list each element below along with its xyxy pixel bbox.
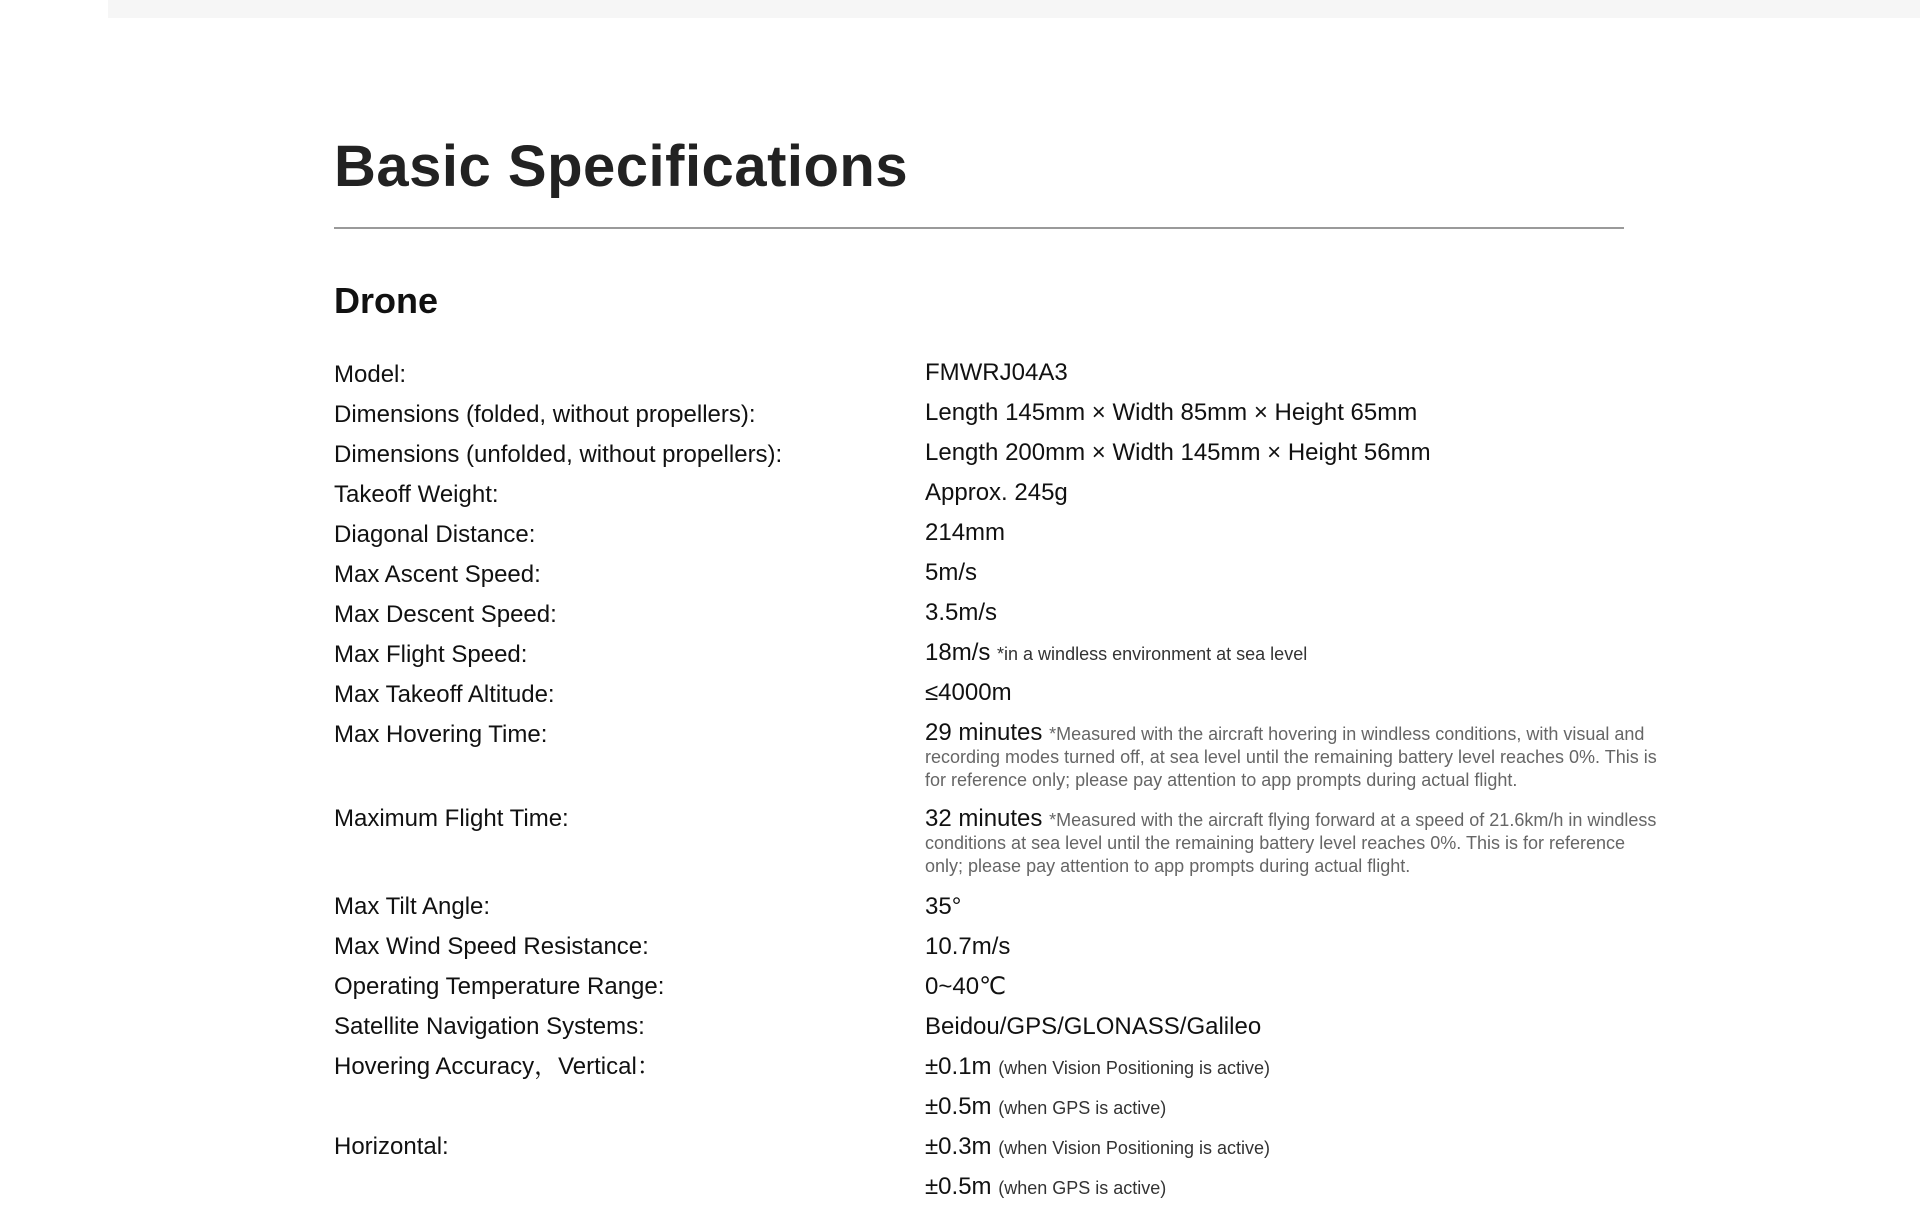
spec-value	[925, 438, 1431, 468]
section-title: Drone	[334, 280, 439, 321]
spec-value-main: Approx. 245g	[925, 479, 1068, 506]
spec-note: (when Vision Positioning is active)	[998, 1138, 1271, 1158]
spec-label: Max Flight Speed:	[334, 641, 528, 668]
spec-value	[925, 1012, 1261, 1042]
spec-value	[925, 638, 1307, 669]
spec-value-main: FMWRJ04A3	[925, 359, 1068, 386]
spec-value	[925, 892, 961, 922]
spec-value-main: 29 minutes	[925, 719, 1043, 746]
spec-label: Hovering Accuracy，Vertical：	[334, 1053, 661, 1080]
spec-note: (when Vision Positioning is active)	[998, 1058, 1271, 1078]
spec-value	[925, 518, 1005, 548]
spec-value-main: 35°	[925, 893, 962, 920]
spec-value-main: 5m/s	[925, 559, 978, 586]
spec-value-main: 18m/s	[925, 639, 991, 666]
spec-label: Max Tilt Angle:	[334, 893, 491, 920]
spec-value-main: Beidou/GPS/GLONASS/Galileo	[925, 1013, 1262, 1040]
page-title: Basic Specifications	[334, 134, 909, 199]
spec-label: Max Ascent Speed:	[334, 561, 541, 588]
spec-value	[925, 398, 1417, 428]
spec-value	[925, 1092, 1166, 1123]
spec-value-main: 0~40℃	[925, 973, 1007, 1000]
spec-label: Max Takeoff Altitude:	[334, 681, 555, 708]
spec-value	[925, 358, 1068, 388]
spec-value-main: Length 145mm × Width 85mm × Height 65mm	[925, 399, 1418, 426]
spec-label: Max Descent Speed:	[334, 601, 557, 628]
spec-note: *Measured with the aircraft flying forward at a speed of 21.6km/h in windless conditions at sea level until the remaining battery level reaches 0%. This is for reference only; please pay attention to app prompts during actual flight.	[925, 810, 1657, 876]
spec-value	[925, 719, 1660, 791]
spec-note: *in a windless environment at sea level	[997, 644, 1308, 664]
spec-value-main: 3.5m/s	[925, 599, 998, 626]
spec-value	[925, 932, 1010, 962]
spec-note: (when GPS is active)	[998, 1178, 1167, 1198]
spec-label: Horizontal:	[334, 1133, 449, 1160]
spec-label: Takeoff Weight:	[334, 481, 499, 508]
spec-value	[925, 678, 1012, 708]
spec-value-main: 10.7m/s	[925, 933, 1011, 960]
spec-value	[925, 805, 1660, 877]
spec-value	[925, 1132, 1270, 1163]
spec-note: *Measured with the aircraft hovering in windless conditions, with visual and recording modes turned off, at sea level until the remaining battery level reaches 0%. This is for reference only; please pay attention to app prompts during actual flight.	[925, 724, 1657, 790]
spec-label: Model:	[334, 361, 407, 388]
spec-value-main: Length 200mm × Width 145mm × Height 56mm	[925, 439, 1431, 466]
spec-label: Operating Temperature Range:	[334, 973, 665, 1000]
spec-label: Diagonal Distance:	[334, 521, 536, 548]
spec-value	[925, 558, 977, 588]
spec-note: (when GPS is active)	[998, 1098, 1167, 1118]
spec-value-main: ±0.3m	[925, 1133, 992, 1160]
spec-value	[925, 972, 1006, 1002]
spec-value-main: ±0.5m	[925, 1173, 992, 1200]
spec-value-main: ±0.5m	[925, 1093, 992, 1120]
spec-label: Max Hovering Time:	[334, 721, 548, 748]
spec-value	[925, 478, 1068, 508]
spec-value-main: ≤4000m	[925, 679, 1012, 706]
spec-label: Max Wind Speed Resistance:	[334, 933, 649, 960]
spec-value-main: 214mm	[925, 519, 1006, 546]
spec-label: Dimensions (folded, without propellers):	[334, 401, 756, 428]
spec-value-main: ±0.1m	[925, 1053, 992, 1080]
spec-value	[925, 1052, 1270, 1083]
spec-label: Dimensions (unfolded, without propellers):	[334, 441, 783, 468]
spec-label: Maximum Flight Time:	[334, 805, 569, 832]
spec-label: Satellite Navigation Systems:	[334, 1013, 645, 1040]
spec-value	[925, 598, 997, 628]
spec-value	[925, 1172, 1166, 1203]
spec-value-main: 32 minutes	[925, 805, 1043, 832]
